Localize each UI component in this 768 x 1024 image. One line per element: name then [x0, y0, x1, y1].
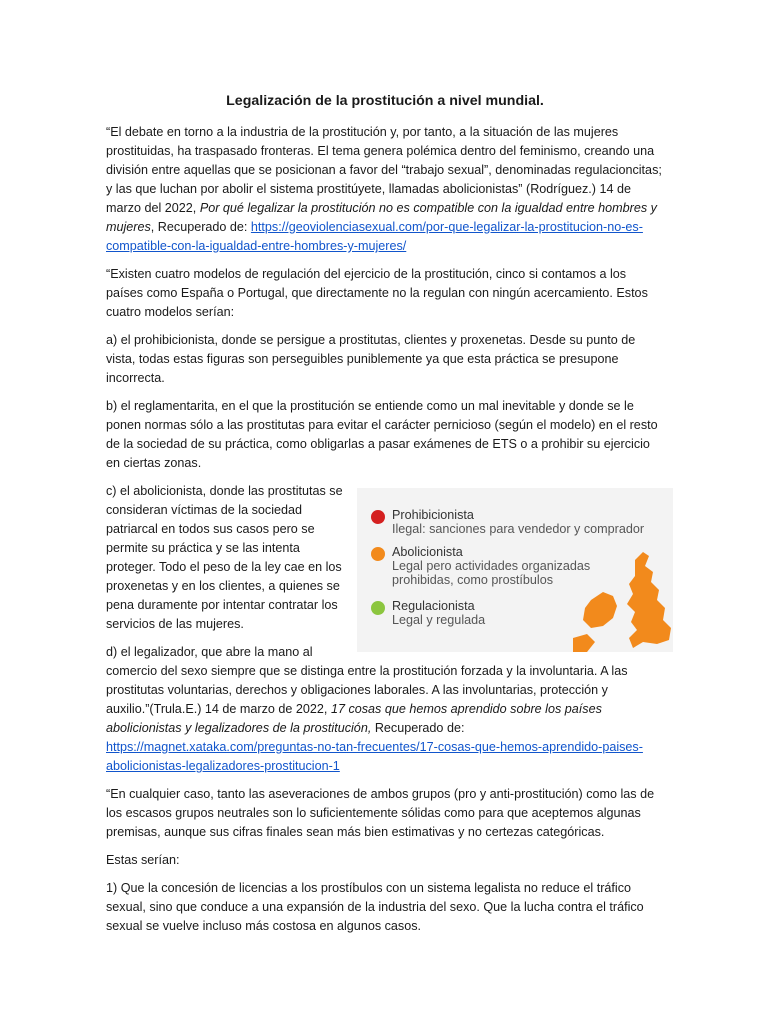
paragraph-6-italic: 17 cosas que hemos aprendido sobre los países abolicionistas y legalizadores de la prostitución,: [106, 702, 602, 735]
legend-title: Regulacionista: [392, 599, 475, 613]
source-link-1[interactable]: https://geoviolenciasexual.com/por-que-legalizar-la-prostitucion-no-es-compatible-con-la-igualdad-entre-hombres-y-mujeres/: [106, 220, 643, 253]
paragraph-1: [106, 123, 664, 256]
paragraph-6-text: d) el legalizador, que abre la mano al comercio del sexo siempre que se distinga entre la prostitución forzada y la involuntaria. A las prostitutas voluntarias, derechos y obligaciones laborales. A las involuntarias, protección y auxilio.”(Trula.E.) 14 de marzo de 2022,: [106, 645, 628, 716]
paragraph-5: c) el abolicionista, donde las prostitutas se consideran víctimas de la sociedad patriarcal en todos sus casos pero se permite su práctica y se las intenta proteger. Todo el peso de la ley cae en los proxenetas y en los clientes, a quienes se pena duramente por intentar contratar los servicios de las mujeres.: [106, 484, 343, 631]
legend-subtitle: Legal pero actividades organizadas prohibidas, como prostíbulos: [392, 559, 591, 587]
paragraph-1-italic: Por qué legalizar la prostitución no es compatible con la igualdad entre hombres y mujeres: [106, 201, 657, 234]
legend-title: Abolicionista: [392, 545, 463, 559]
paragraph-8: Estas serían:: [106, 853, 180, 867]
legend-subtitle: Legal y regulada: [392, 613, 486, 627]
legend-item-prohibicionista: [371, 508, 644, 536]
legend-subtitle: Ilegal: sanciones para vendedor y comprador: [392, 522, 645, 536]
legend-title: Prohibicionista: [392, 508, 474, 522]
paragraph-2: “Existen cuatro modelos de regulación del ejercicio de la prostitución, cinco si contamos a los países como España o Portugal, que directamente no la regulan con ningún acercamiento. Estos cuatro modelos serían:: [106, 267, 648, 319]
source-link-2[interactable]: https://magnet.xataka.com/preguntas-no-tan-frecuentes/17-cosas-que-hemos-aprendido-paises-abolicionistas-legalizadores-prostitucion-1: [106, 740, 643, 773]
paragraph-4: b) el reglamentarita, en el que la prostitución se entiende como un mal inevitable y donde se le ponen normas sólo a las prostitutas para evitar el carácter pernicioso (según el modelo) en el resto de la sociedad de su práctica, como obligarlas a pasar exámenes de ETS o a prohibir su ejercicio en ciertas zonas.: [106, 399, 658, 470]
uk-ireland-map-icon: [573, 542, 673, 652]
red-dot-icon: [371, 510, 385, 524]
document-title: Legalización de la prostitución a nivel mundial.: [226, 93, 544, 109]
orange-dot-icon: [371, 547, 385, 561]
paragraph-1-after: , Recuperado de:: [150, 220, 251, 234]
paragraph-6: [106, 643, 664, 776]
paragraph-1-text: “El debate en torno a la industria de la prostitución y, por tanto, a la situación de las mujeres prostituidas, ha traspasado fronteras. El tema genera polémica dentro del feminismo, creando una división entre aquellas que se posicionan a favor del “trabajo sexual”, denominadas regulacioncitas; y las que luchan por abolir el sistema prostitúyete, llamadas abolicionistas” (Rodríguez.) 14 de marzo del 2022,: [106, 125, 662, 215]
green-dot-icon: [371, 601, 385, 615]
paragraph-3: a) el prohibicionista, donde se persigue a prostitutas, clientes y proxenetas. Desde su punto de vista, todas estas figuras son perseguibles puniblemente ya que esta práctica se presupone incorrecta.: [106, 333, 636, 385]
legend-item-regulacionista: [371, 599, 485, 627]
paragraph-7: “En cualquier caso, tanto las aseveraciones de ambos grupos (pro y anti-prostitución) como las de los escasos grupos neutrales son lo suficientemente sólidas como para que aceptemos algunas premisas, aunque sus cifras finales sean más bien estimativas y no certezas categóricas.: [106, 787, 655, 839]
paragraph-9: 1) Que la concesión de licencias a los prostíbulos con un sistema legalista no reduce el tráfico sexual, sino que conduce a una expansión de la industria del sexo. Que la lucha contra el tráfico sexual se vuelve incluso más costosa en algunos casos.: [106, 881, 644, 933]
regulation-legend-figure: [357, 488, 673, 652]
legend-item-abolicionista: [371, 545, 592, 587]
paragraph-6-after: Recuperado de:: [371, 721, 465, 735]
